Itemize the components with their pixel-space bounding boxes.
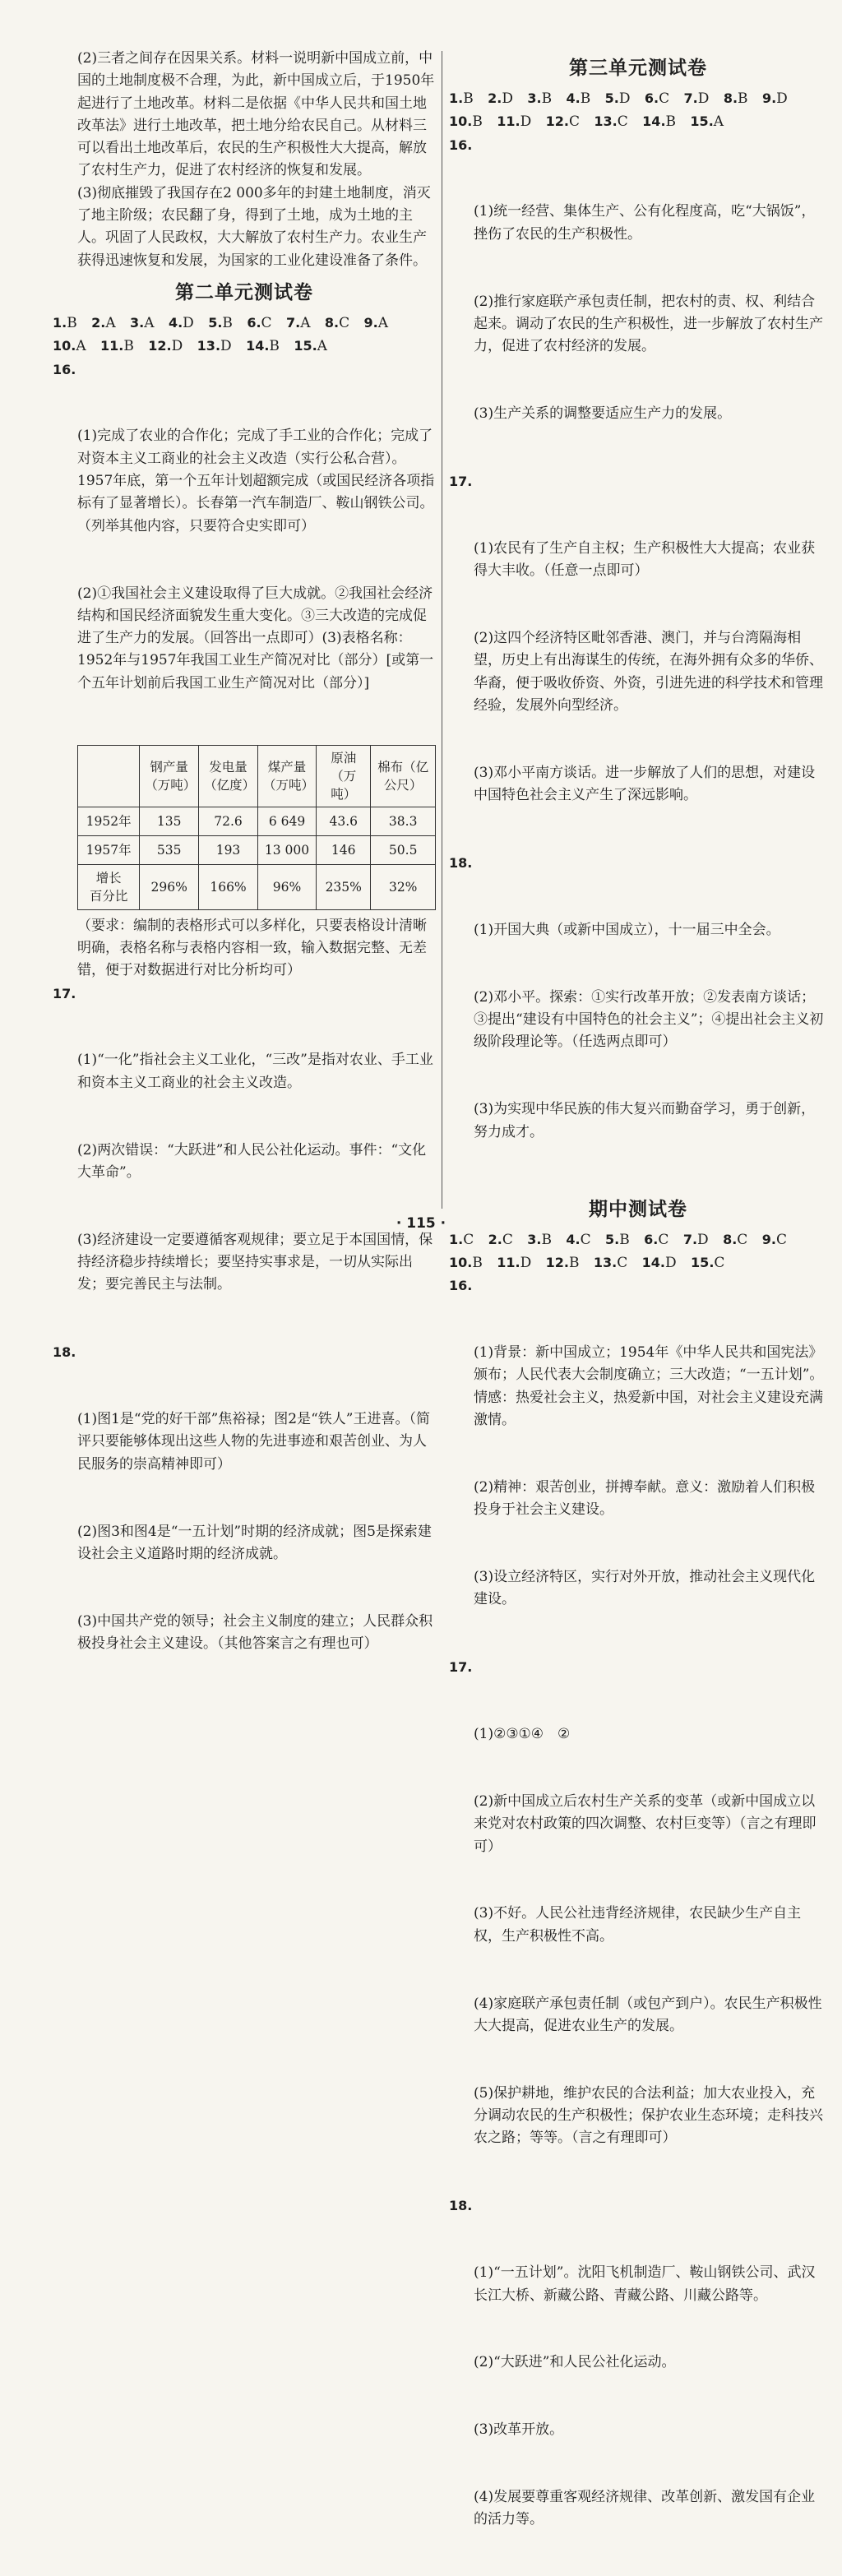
question-number: 16. — [449, 136, 473, 153]
table-cell: 32% — [371, 864, 436, 909]
mc-item: 6.C — [247, 314, 272, 331]
mc-item: 6.C — [644, 90, 670, 107]
answer-part: (1)②③①④ ② — [474, 1726, 571, 1743]
question-16 — [449, 1274, 827, 1656]
answer-paragraph: (2)三者之间存在因果关系。材料一说明新中国成立前，中国的土地制度极不合理，为此，新中国成立后，于1950年起进行了土地改革。材料二是依据《中华人民共和国土地改革法》进行土地改革，把土地分给农民自己。从材料三可以看出土地改革后，农民的生产积极性大大提高，解放了农村生产力，促进了农村经济的恢复和发展。 — [77, 50, 435, 179]
table-cell: 6 649 — [257, 807, 316, 835]
table-row — [78, 835, 436, 864]
table-header-row — [78, 745, 436, 807]
mc-item: 11.D — [497, 113, 532, 131]
mc-item: 12.C — [545, 113, 580, 131]
mc-item: 4.B — [566, 90, 591, 107]
mc-item: 13.D — [197, 338, 232, 355]
mc-answers-row — [53, 312, 436, 335]
answer-part: (2)精神：艰苦创业，拼搏奉献。意义：激励着人们积极投身于社会主义建设。 — [474, 1478, 816, 1519]
answer-part: (1)完成了农业的合作化；完成了手工业的合作化；完成了对资本主义工商业的社会主义改造（实行公私合营）。1957年底，第一个五年计划超额完成（或国民经济各项指标有了显著增长）。长春第一汽车制造厂、鞍山钢铁公司。（列举其他内容，只要符合史实即可） — [77, 428, 435, 534]
answer-paragraph: (3)彻底摧毁了我国存在2 000多年的封建土地制度，消灭了地主阶级；农民翻了身，得到了土地，成为土地的主人。巩固了人民政权，大大解放了农村生产力。农业生产获得迅速恢复和发展，为国家的工业化建设准备了条件。 — [77, 184, 431, 269]
left-column — [53, 48, 436, 1700]
section-title-unit3: 第三单元测试卷 — [569, 57, 707, 79]
answer-part: (2)图3和图4是“一五计划”时期的经济成就；图5是探索建设社会主义道路时期的经济成就。 — [77, 1523, 432, 1562]
mc-item: 2.A — [91, 314, 116, 331]
question-17 — [449, 1656, 827, 2194]
answer-part: (2)①我国社会主义建设取得了巨大成就。②我国社会经济结构和国民经济面貌发生重大变化。③三大改造的完成促进了生产力的发展。（回答出一点即可）(3)表格名称：1952年与1957年我国工业生产简况对比（部分）[或第一个五年计划前后我国工业生产简况对比（部分）] — [77, 585, 434, 691]
table-header: 棉布（亿 公尺） — [371, 745, 436, 807]
mc-item: 8.B — [723, 90, 748, 107]
table-header: 煤产量 （万吨） — [257, 745, 316, 807]
question-16 — [53, 358, 436, 740]
table-cell: 72.6 — [199, 807, 258, 835]
table-cell: 146 — [317, 835, 371, 864]
answer-part: (2)这四个经济特区毗邻香港、澳门，并与台湾隔海相望，历史上有出海谋生的传统，在海外拥有众多的华侨、华裔，便于吸收侨资、外资，引进先进的科学技术和管理经验，发展外向型经济。 — [474, 630, 823, 715]
answer-part: (1)开国大典（或新中国成立），十一届三中全会。 — [474, 921, 780, 938]
mc-item: 15.C — [691, 1254, 725, 1271]
mc-item: 9.D — [761, 90, 788, 107]
industry-comparison-table — [77, 745, 436, 910]
question-number: 17. — [449, 474, 473, 490]
mc-item: 9.A — [363, 314, 389, 331]
answer-part: (4)家庭联产承包责任制（或包产到户）。农民生产积极性大大提高，促进农业生产的发展。 — [474, 1995, 822, 2034]
table-cell: 135 — [140, 807, 199, 835]
question-number: 17. — [53, 985, 76, 1001]
mc-item: 13.C — [593, 1254, 628, 1271]
answer-part: (1)“一化”指社会主义工业化，“三改”是指对农业、手工业和资本主义工商业的社会主义改造。 — [77, 1052, 433, 1091]
table-header: 发电量 （亿度） — [199, 745, 258, 807]
answer-part: (3)中国共产党的领导；社会主义制度的建立；人民群众积极投身社会主义建设。（其他答案言之有理也可） — [77, 1612, 433, 1653]
right-column — [449, 54, 827, 2576]
answer-part: (1)“一五计划”。沈阳飞机制造厂、鞍山钢铁公司、武汉长江大桥、新藏公路、青藏公路、川藏公路等。 — [474, 2264, 816, 2304]
mc-item: 2.D — [488, 90, 513, 107]
mc-item: 11.B — [100, 338, 134, 355]
mc-item: 12.D — [148, 338, 183, 355]
page-number: · 115 · — [396, 1215, 446, 1232]
answer-part: (2)新中国成立后农村生产关系的变革（或新中国成立以来党对农村政策的四次调整、农村巨变等）（言之有理即可） — [474, 1792, 817, 1855]
table-cell: 13 000 — [257, 835, 316, 864]
mc-item: 4.C — [566, 1231, 591, 1248]
table-cell: 535 — [140, 835, 199, 864]
answer-part: (2)“大跃进”和人民公社化运动。 — [474, 2354, 676, 2371]
question-18 — [53, 1341, 436, 1700]
table-row — [78, 807, 436, 835]
question-number: 16. — [53, 361, 76, 377]
answer-part: (2)邓小平。探索：①实行改革开放；②发表南方谈话；③提出“建设有中国特色的社会主义”；④提出社会主义初级阶段理论等。（任选两点即可） — [474, 988, 824, 1051]
question-18 — [449, 2194, 827, 2576]
mc-item: 13.C — [594, 113, 628, 131]
mc-item: 7.A — [285, 314, 311, 331]
mc-answers-row — [449, 110, 827, 133]
mc-item: 9.C — [761, 1231, 787, 1248]
question-number: 18. — [53, 1344, 76, 1361]
mc-item: 5.D — [604, 90, 631, 107]
question-17 — [53, 983, 436, 1342]
section-title-unit2: 第二单元测试卷 — [175, 280, 313, 303]
question-number: 18. — [449, 855, 473, 872]
question-number: 18. — [449, 2198, 473, 2214]
answer-part: (4)发展要尊重客观经济规律、改革创新、激发国有企业的活力等。 — [474, 2489, 816, 2528]
table-cell: 1952年 — [78, 807, 140, 835]
mc-item: 5.B — [208, 314, 233, 331]
question-16 — [449, 134, 827, 470]
mc-item: 8.C — [723, 1231, 748, 1248]
answer-part: (1)统一经营、集体生产、公有化程度高，吃“大锅饭”，挫伤了农民的生产积极性。 — [474, 203, 816, 243]
mc-item: 10.A — [53, 338, 86, 355]
mc-item: 14.D — [641, 1254, 677, 1271]
mc-item: 3.A — [130, 314, 155, 331]
table-cell: 43.6 — [317, 807, 371, 835]
mc-item: 7.D — [682, 1231, 709, 1248]
answer-part: （要求：编制的表格形式可以多样化，只要表格设计清晰明确，表格名称与表格内容相一致，输入数据完整、无差错，便于对数据进行对比分析均可） — [77, 917, 427, 979]
answer-part: (3)改革开放。 — [474, 2421, 564, 2439]
table-cell: 38.3 — [371, 807, 436, 835]
table-header — [78, 745, 140, 807]
table-cell: 193 — [199, 835, 258, 864]
answer-part: (2)两次错误：“大跃进”和人民公社化运动。事件：“文化大革命”。 — [77, 1141, 427, 1181]
table-cell: 96% — [257, 864, 316, 909]
table-cell: 1957年 — [78, 835, 140, 864]
answer-part: (2)推行家庭联产承包责任制，把农村的责、权、利结合起来。调动了农民的生产积极性，进一步解放了农村生产力，促进了农村经济的发展。 — [474, 293, 823, 355]
question-number: 16. — [449, 1278, 473, 1294]
table-cell: 166% — [199, 864, 258, 909]
mc-answers-row — [449, 87, 827, 110]
mc-item: 14.B — [642, 113, 677, 131]
table-cell: 235% — [317, 864, 371, 909]
mc-item: 15.A — [294, 338, 327, 355]
section-title-midterm: 期中测试卷 — [589, 1197, 687, 1220]
answer-part: (3)生产关系的调整要适应生产力的发展。 — [474, 405, 732, 423]
question-17 — [449, 470, 827, 852]
mc-item: 15.A — [690, 113, 724, 131]
mc-item: 4.D — [168, 314, 194, 331]
table-header: 钢产量 （万吨） — [140, 745, 199, 807]
mc-item: 3.B — [527, 1231, 552, 1248]
mc-item: 1.B — [449, 90, 474, 107]
answer-part: (5)保护耕地，维护农民的合法利益；加大农业投入，充分调动农民的生产积极性；保护农业生态环境；走科技兴农之路；等等。（言之有理即可） — [474, 2084, 823, 2147]
mc-item: 12.B — [545, 1254, 580, 1271]
answer-part: (1)农民有了生产自主权；生产积极性大大提高；农业获得大丰收。（任意一点即可） — [474, 539, 816, 580]
answer-part: (3)经济建设一定要遵循客观规律；要立足于本国国情，保持经济稳步持续增长；要坚持实事求是，一切从实际出发；要完善民主与法制。 — [77, 1231, 433, 1293]
answer-part: (1)图1是“党的好干部”焦裕禄；图2是“铁人”王进喜。（简评只要能够体现出这些人物的先进事迹和艰苦创业、为人民服务的崇高精神即可） — [77, 1411, 430, 1473]
table-cell: 296% — [140, 864, 199, 909]
mc-item: 3.B — [527, 90, 553, 107]
answer-part: (3)设立经济特区，实行对外开放，推动社会主义现代化建设。 — [474, 1569, 816, 1608]
answer-part: (3)不好。人民公社违背经济规律，农民缺少生产自主权，生产积极性不高。 — [474, 1905, 802, 1945]
mc-item: 14.B — [246, 338, 280, 355]
mc-item: 10.B — [449, 113, 483, 131]
mc-item: 6.C — [644, 1231, 669, 1248]
mc-item: 1.C — [449, 1231, 474, 1248]
mc-item: 1.B — [53, 314, 77, 331]
table-cell: 50.5 — [371, 835, 436, 864]
question-number: 17. — [449, 1659, 473, 1676]
mc-item: 2.C — [488, 1231, 513, 1248]
answer-part: (1)背景：新中国成立；1954年《中华人民共和国宪法》颁布；人民代表大会制度确立；三大改造；“一五计划”。情感：热爱社会主义，热爱新中国，对社会主义建设充满激情。 — [474, 1344, 824, 1428]
mc-answers-row — [449, 1251, 827, 1274]
answer-part: (3)邓小平南方谈话。进一步解放了人们的思想，对建设中国特色社会主义产生了深远影响。 — [474, 764, 816, 804]
mc-item: 10.B — [449, 1254, 483, 1271]
table-header: 原油 （万吨） — [317, 745, 371, 807]
mc-item: 8.C — [324, 314, 350, 331]
mc-item: 5.B — [605, 1231, 630, 1248]
mc-answers-row — [53, 335, 436, 358]
answer-part: (3)为实现中华民族的伟大复兴而勤奋学习，勇于创新，努力成才。 — [474, 1101, 816, 1140]
mc-item: 7.D — [683, 90, 710, 107]
mc-item: 11.D — [497, 1254, 532, 1271]
table-cell: 增长 百分比 — [78, 864, 140, 909]
table-row — [78, 864, 436, 909]
question-18 — [449, 852, 827, 1188]
